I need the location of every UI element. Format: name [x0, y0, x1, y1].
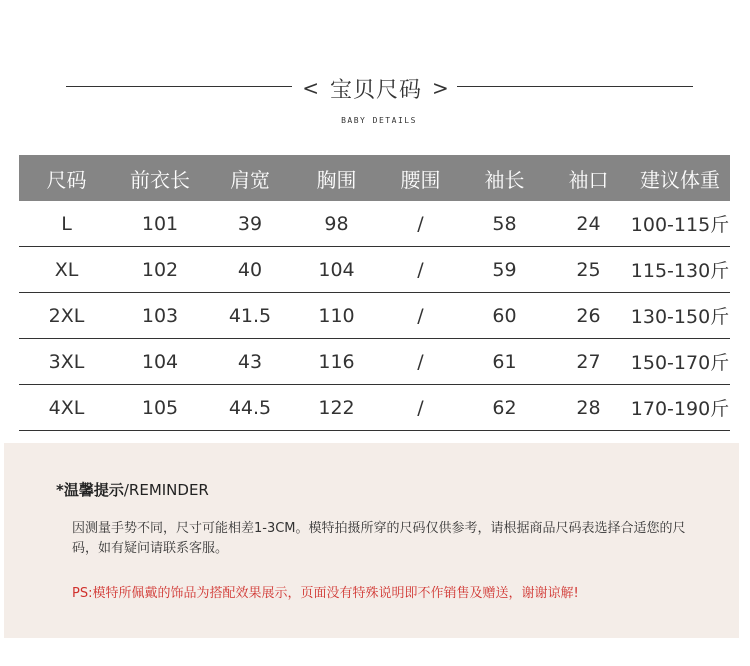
header-waist: 腰围	[379, 155, 462, 201]
section-title-text: 宝贝尺码	[329, 77, 422, 103]
header-cuff: 袖口	[547, 155, 630, 201]
header-front-length: 前衣长	[114, 155, 206, 201]
table-cell: 40	[206, 247, 294, 293]
table-cell: 130-150斤	[630, 293, 730, 339]
table-cell: 59	[462, 247, 547, 293]
table-cell: 62	[462, 385, 547, 431]
table-cell: 104	[294, 247, 379, 293]
table-row	[19, 385, 730, 431]
table-cell: 44.5	[206, 385, 294, 431]
table-cell: 150-170斤	[630, 339, 730, 385]
table-cell: 122	[294, 385, 379, 431]
table-cell: 100-115斤	[630, 201, 730, 247]
table-cell: 115-130斤	[630, 247, 730, 293]
table-row	[19, 293, 730, 339]
table-cell: 39	[206, 201, 294, 247]
table-cell: 104	[114, 339, 206, 385]
reminder-title-en: /REMINDER	[123, 481, 209, 499]
header-weight: 建议体重	[630, 155, 730, 201]
table-cell: 27	[547, 339, 630, 385]
table-cell: 110	[294, 293, 379, 339]
table-cell: 2XL	[19, 293, 114, 339]
table-cell: L	[19, 201, 114, 247]
table-cell: 58	[462, 201, 547, 247]
header-sleeve-length: 袖长	[462, 155, 547, 201]
table-header-row	[19, 155, 730, 201]
table-cell: 170-190斤	[630, 385, 730, 431]
header-chest: 胸围	[294, 155, 379, 201]
table-cell: 98	[294, 201, 379, 247]
table-cell: /	[379, 293, 462, 339]
table-row	[19, 339, 730, 385]
section-header	[0, 0, 750, 140]
section-subtitle: BABY DETAILS	[341, 116, 417, 125]
reminder-title	[56, 479, 209, 500]
chevron-left-icon: <	[302, 76, 320, 100]
table-cell: 25	[547, 247, 630, 293]
reminder-ps-note: PS:模特所佩戴的饰品为搭配效果展示，页面没有特殊说明即不作销售及赠送，谢谢谅解!	[72, 586, 579, 601]
table-cell: 43	[206, 339, 294, 385]
table-cell: 41.5	[206, 293, 294, 339]
table-cell: /	[379, 339, 462, 385]
table-cell: 61	[462, 339, 547, 385]
table-cell: 24	[547, 201, 630, 247]
header-shoulder: 肩宽	[206, 155, 294, 201]
table-cell: 102	[114, 247, 206, 293]
table-row	[19, 201, 730, 247]
table-cell: /	[379, 247, 462, 293]
table-cell: 103	[114, 293, 206, 339]
table-cell: 116	[294, 339, 379, 385]
size-table	[19, 155, 730, 431]
chevron-right-icon: >	[432, 76, 450, 100]
table-cell: 4XL	[19, 385, 114, 431]
table-cell: 105	[114, 385, 206, 431]
reminder-panel	[4, 443, 739, 638]
table-row	[19, 247, 730, 293]
divider-line-left	[66, 86, 292, 87]
header-size: 尺码	[19, 155, 114, 201]
section-title	[300, 72, 452, 104]
divider-line-right	[457, 86, 693, 87]
table-cell: 60	[462, 293, 547, 339]
table-cell: 28	[547, 385, 630, 431]
reminder-body: 因测量手势不同，尺寸可能相差1-3CM。模特拍摄所穿的尺码仅供参考，请根据商品尺码表选择合适您的尺码，如有疑问请联系客服。	[72, 521, 686, 556]
table-cell: XL	[19, 247, 114, 293]
table-cell: /	[379, 201, 462, 247]
table-cell: 101	[114, 201, 206, 247]
reminder-title-zh: *温馨提示	[56, 481, 124, 499]
table-cell: 3XL	[19, 339, 114, 385]
table-cell: 26	[547, 293, 630, 339]
table-cell: /	[379, 385, 462, 431]
